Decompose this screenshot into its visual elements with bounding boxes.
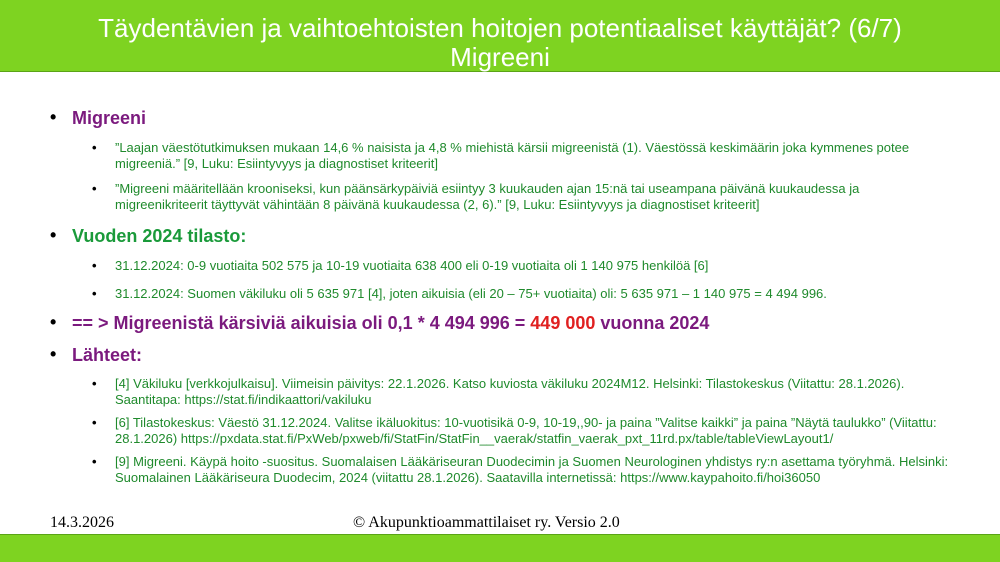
bullet-icon: • — [50, 312, 57, 332]
slide-title-line1: Täydentävien ja vaihtoehtoisten hoitojen potentiaaliset käyttäjät? (6/7) — [98, 13, 902, 43]
slide-title-line2: Migreeni — [450, 42, 550, 72]
bullet-icon: • — [92, 376, 97, 391]
slide-header — [0, 0, 1000, 72]
bullet-icon: • — [92, 258, 97, 273]
conclusion-highlight: 449 000 — [530, 313, 596, 333]
bullet-icon: • — [92, 181, 97, 196]
list-item: • ”Migreeni määritellään krooniseksi, kun päänsärkypäiviä esiintyy 3 kuukauden ajan 15:nä tai useampana päivänä kuukaudessa ja migreenikriteerit täyttyvät vähintään 8 päivänä kuukaudessa (2, 6).” [9, Luku: Esiintyvyys ja diagnostiset kriteerit] — [92, 181, 860, 212]
source-item: • [4] Väkiluku [verkkojulkaisu]. Viimeisin päivitys: 22.1.2026. Katso kuviosta väkiluku 2024M12. Helsinki: Tilastokeskus (Viitattu: 28.1.2026). Saantitapa: https://stat.fi/indikaattori/vakiluku — [92, 376, 905, 407]
conclusion-prefix: == > Migreenistä kärsiviä aikuisia oli 0,1 * 4 494 996 = — [72, 313, 531, 333]
source-item: • [9] Migreeni. Käypä hoito -suositus. Suomalaisen Lääkäriseuran Duodecimin ja Suomen Neurologinen yhdistys ry:n asettama työryhmä. Helsinki: Suomalainen Lääkäriseura Duodecim, 2024 (viitattu 28.1.2026). Saatavilla internetissä: https://www.kaypahoito.fi/hoi36050 — [92, 454, 949, 485]
footer-bar — [0, 534, 1000, 562]
list-item: • 31.12.2024: Suomen väkiluku oli 5 635 971 [4], joten aikuisia (eli 20 – 75+ vuotiaita) oli: 5 635 971 – 1 140 975 = 4 494 996. — [92, 286, 827, 301]
bullet-icon: • — [50, 225, 57, 245]
list-item: • 31.12.2024: 0-9 vuotiaita 502 575 ja 10-19 vuotiaita 638 400 eli 0-19 vuotiaita oli 1 140 975 henkilöä [6] — [92, 258, 709, 273]
bullet-icon: • — [92, 286, 97, 301]
conclusion-suffix: vuonna 2024 — [595, 313, 710, 333]
footer-date: 14.3.2026 — [50, 514, 114, 531]
footer-copyright: © Akupunktioammattilaiset ry. Versio 2.0 — [353, 514, 620, 531]
bullet-icon: • — [92, 454, 97, 469]
bullet-icon: • — [92, 415, 97, 430]
bullet-icon: • — [50, 107, 57, 127]
bullet-icon: • — [92, 140, 97, 155]
bullet-icon: • — [50, 344, 57, 364]
list-item: • ”Laajan väestötutkimuksen mukaan 14,6 % naisista ja 4,8 % miehistä kärsii migreenistä (1). Väestössä keskimäärin joka kymmenes potee migreeniä.” [9, Luku: Esiintyvyys ja diagnostiset kriteerit] — [92, 140, 910, 171]
source-item: • [6] Tilastokeskus: Väestö 31.12.2024. Valitse ikäluokitus: 10-vuotisikä 0-9, 10-19,,90- ja paina ”Valitse kaikki” ja paina ”Näytä taulukko” (Viitattu: 28.1.2026) https://pxdata.stat.fi/PxWeb/pxweb/fi/StatFin/StatFin__vaerak/statfin_vaerak_pxt_11rd.px/table/tableViewLayout1/ — [92, 415, 937, 446]
